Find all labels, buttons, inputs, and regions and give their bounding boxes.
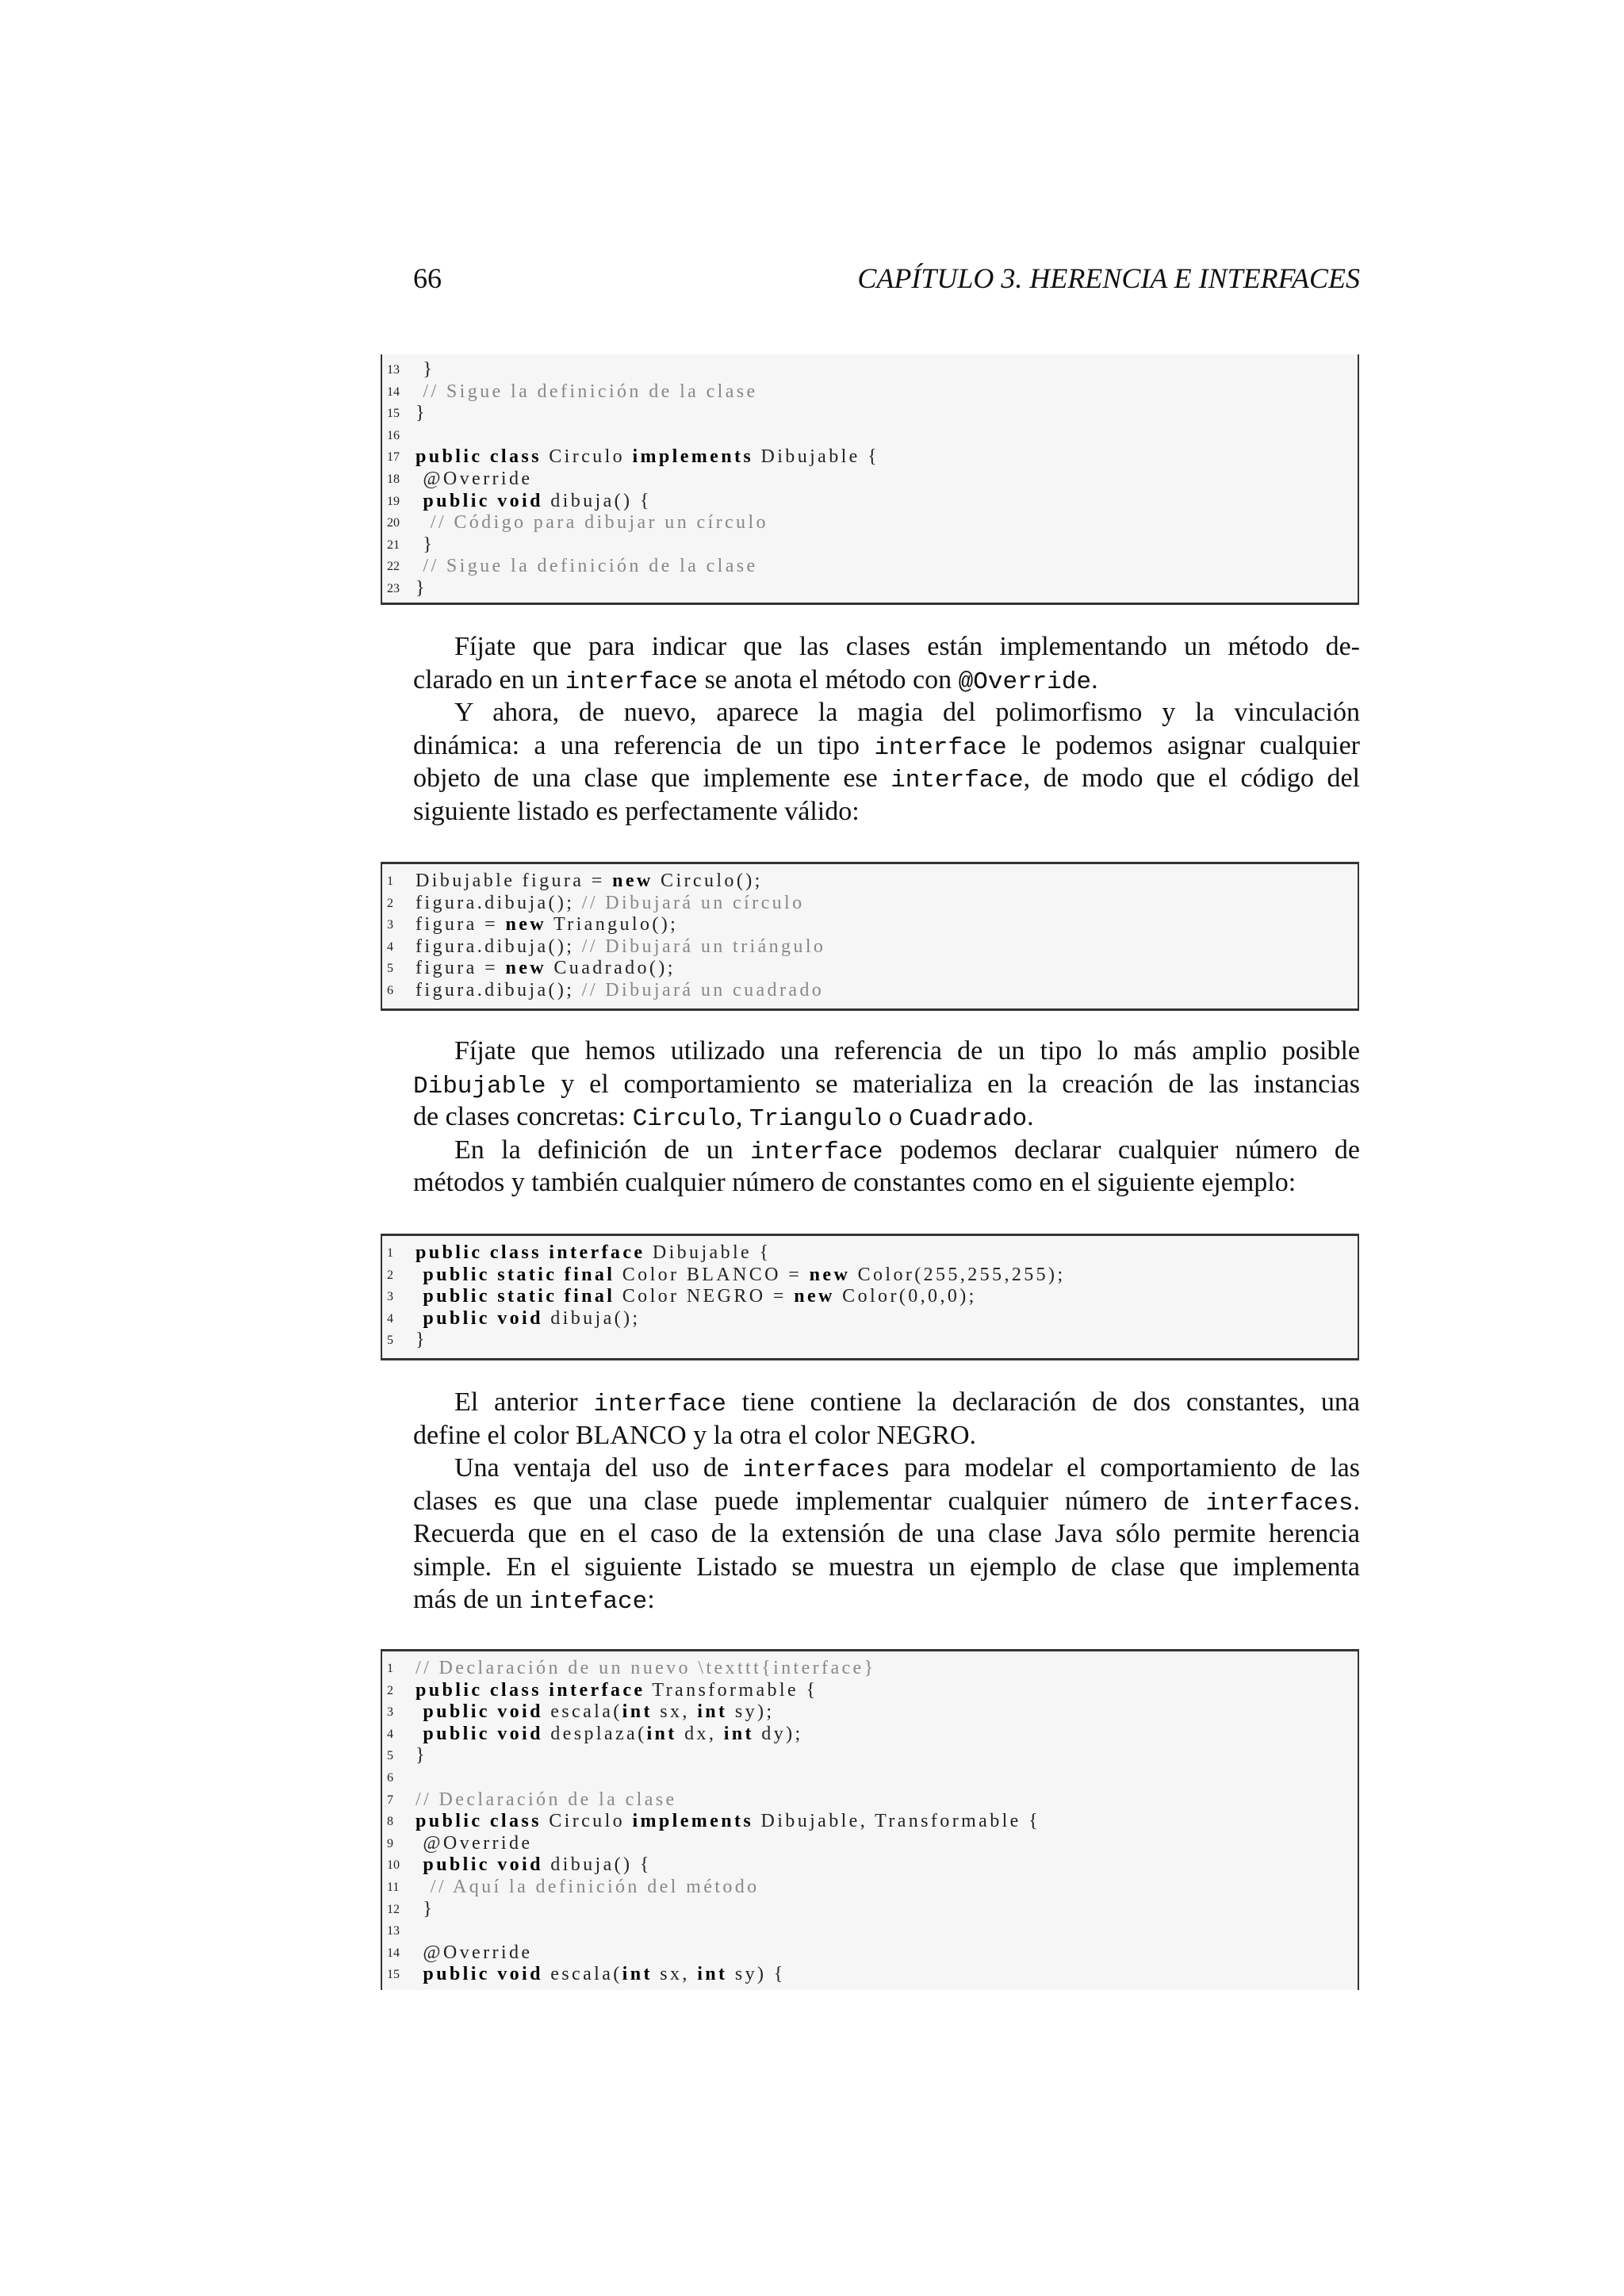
code-comment: // Dibujará un círculo [581,892,805,913]
code-token: } [416,1330,427,1351]
line-number: 18 [387,472,400,486]
code-text [416,1899,435,1921]
line-number: 23 [387,581,400,595]
line-number: 1 [387,1246,393,1260]
code-token: figura.dibuja(); [416,979,582,1001]
text-run: podemos declarar cualquier número de [883,1135,1360,1165]
code-line [382,980,1358,1002]
line-number: 2 [387,1268,393,1282]
chapter-title: CAPÍTULO 3. HERENCIA E INTERFACES [857,262,1360,294]
code-text [416,1745,427,1767]
code-token: dibuja(); [542,1307,641,1329]
line-number: 4 [387,939,393,954]
line-number: 4 [387,1311,393,1326]
inline-code: Circulo [632,1105,736,1133]
code-text [416,1658,876,1680]
paragraph-line [413,1419,1360,1452]
code-line [382,1877,1358,1899]
code-comment: // Dibujará un triángulo [581,936,826,957]
paragraph-line [413,1551,1360,1584]
code-text [416,1680,818,1702]
code-token: Color NEGRO = [615,1286,795,1307]
text-run: dinámica: a una referencia de un tipo [413,730,875,760]
code-comment: // Código para dibujar un círculo [416,512,768,534]
line-number: 9 [387,1836,393,1850]
paragraph-line [413,795,1360,828]
code-line [382,1899,1358,1921]
line-number: 3 [387,1705,393,1720]
code-keyword: implements [632,1811,754,1832]
text-run: Una ventaja del uso de [454,1453,743,1483]
inline-code: interface [874,733,1007,762]
code-token: Color(255,255,255); [850,1264,1066,1285]
code-text [416,1265,1066,1287]
line-number: 20 [387,516,400,530]
code-text [416,578,427,600]
line-number: 5 [387,1334,393,1348]
code-token: sy); [727,1701,775,1723]
code-text [416,914,678,936]
code-keyword: int [646,1723,677,1744]
line-number: 11 [387,1880,400,1894]
text-run: para modelar el comportamiento de las [890,1453,1361,1483]
code-comment: // Sigue la definición de la clase [416,381,758,402]
code-line [382,958,1358,980]
code-token: } [416,1898,435,1919]
line-number: 2 [387,1683,393,1697]
code-line [382,359,1358,381]
text-run: define el color BLANCO y la otra el color NEGRO. [413,1420,977,1450]
code-token: Circulo [541,446,633,468]
paragraph [413,1134,1360,1200]
text-run: de clases concretas: [413,1102,633,1131]
code-token: sx, [652,1964,698,1985]
inline-code: interface [565,668,699,696]
code-keyword: new [505,958,546,979]
code-line [382,556,1358,578]
code-token: } [416,403,427,424]
code-token: escala( [542,1964,622,1985]
code-token: Color BLANCO = [615,1264,810,1285]
code-token: Circulo [541,1811,633,1832]
line-number: 4 [387,1727,393,1741]
code-line [382,1330,1358,1352]
line-number: 5 [387,1749,393,1763]
line-number: 10 [387,1858,400,1873]
code-line [382,1658,1358,1680]
paragraph-line [413,1517,1360,1551]
text-run: o [882,1102,910,1131]
code-token: escala( [542,1701,622,1723]
code-text [416,1242,771,1265]
code-text [416,512,768,534]
code-text [416,1701,774,1724]
line-number: 19 [387,494,400,508]
code-token: @Override [416,1832,533,1854]
code-text [416,871,763,893]
code-line [382,1920,1358,1942]
code-text [416,469,532,491]
code-line [382,1789,1358,1812]
code-token: figura = [416,958,506,979]
text-run: se anota el método con [698,664,959,695]
code-text [416,556,758,578]
code-text [416,936,825,959]
paragraph-line [413,696,1360,729]
code-keyword: int [723,1723,754,1744]
text-run: Recuerda que en el caso de la extensión de una clase Java sólo permite herencia [413,1519,1360,1548]
code-text [416,534,435,557]
code-token: Dibujable, Transformable { [753,1811,1041,1832]
line-number: 22 [387,560,400,574]
code-keyword: public void [416,490,543,511]
code-keyword: public class [416,446,542,468]
code-line [382,512,1358,534]
code-line [382,1701,1358,1724]
code-line [382,1308,1358,1330]
code-listing-polymorphism [381,862,1359,1011]
line-number: 3 [387,1290,393,1304]
code-text [416,1854,652,1877]
code-line [382,1286,1358,1308]
code-keyword: public static final [416,1286,615,1307]
code-token: sx, [652,1701,698,1723]
paragraph-line [413,1583,1360,1617]
code-keyword: public class [416,1811,542,1832]
code-token: } [416,359,435,380]
text-block [413,1035,1360,1200]
line-number: 1 [387,874,393,888]
code-token: Dibujable { [645,1242,772,1263]
code-keyword: int [622,1701,653,1723]
code-token: @Override [416,1942,533,1963]
line-number: 2 [387,896,393,910]
paragraph-line [413,762,1360,795]
text-block [413,1386,1360,1617]
code-token: } [416,577,427,599]
code-text [416,1286,977,1308]
code-keyword: int [622,1964,653,1985]
code-text [416,1330,427,1352]
code-token: sy) { [727,1964,786,1985]
code-line [382,1242,1358,1265]
code-text [416,446,879,469]
code-line [382,1767,1358,1789]
inline-code: interface [891,767,1024,794]
inline-code: interfaces [742,1456,891,1484]
line-number: 15 [387,1968,400,1982]
code-keyword: new [794,1286,835,1307]
code-comment: // Dibujará un cuadrado [581,979,825,1001]
line-number: 12 [387,1902,400,1916]
code-text [416,893,804,915]
code-token: @Override [416,468,533,489]
inline-code: Cuadrado [909,1105,1028,1133]
code-token: Triangulo(); [546,914,679,936]
inline-code: Triangulo [749,1105,883,1133]
line-number: 21 [387,538,400,552]
code-line [382,469,1358,491]
code-text [416,1308,641,1330]
code-text [416,1833,532,1855]
code-text [416,381,758,404]
paragraph-line [413,1166,1360,1200]
code-token: Dibujable { [753,446,880,468]
code-token: } [416,1745,427,1766]
text-run: , de modo que el código del [1023,763,1360,793]
code-keyword: public void [416,1964,543,1985]
paragraph [413,1035,1360,1134]
line-number: 14 [387,1946,400,1960]
code-token: dx, [676,1723,724,1744]
line-number: 13 [387,363,400,377]
text-run: simple. En el siguiente Listado se muestra un ejemplo de clase que implementa [413,1552,1360,1582]
line-number: 6 [387,1770,393,1785]
inline-code: Dibujable [413,1072,546,1100]
code-token: figura.dibuja(); [416,892,582,913]
code-line [382,1964,1358,1986]
paragraph-line [413,1452,1360,1485]
text-run: , [735,1102,749,1131]
paragraph [413,1452,1360,1617]
text-run: y el comportamiento se materializa en la creación de las instancias [546,1069,1360,1099]
code-token: dibuja() { [542,1854,652,1876]
code-line [382,403,1358,425]
paragraph-line [413,1134,1360,1167]
code-token: dibuja() { [542,490,652,511]
code-text [416,1964,786,1986]
code-line [382,578,1358,600]
code-line [382,425,1358,447]
line-number: 14 [387,385,400,399]
text-run: En la definición de un [454,1135,751,1165]
text-run: Fíjate que hemos utilizado una referencia de un tipo lo más amplio posible [454,1036,1360,1066]
code-token: Cuadrado(); [546,958,676,979]
line-number: 15 [387,407,400,421]
line-number: 8 [387,1815,393,1829]
code-listing-interface-constants [381,1234,1359,1360]
text-run: : [647,1585,655,1614]
paragraph [413,1386,1360,1452]
code-token: Color(0,0,0); [834,1286,977,1307]
inline-code: @Override [958,668,1092,696]
code-text [416,1811,1040,1833]
text-run: tiene contiene la declaración de dos constantes, una [726,1387,1360,1417]
text-run: más de un [413,1585,530,1614]
code-text [416,1724,803,1746]
code-listing-transformable [381,1649,1359,1990]
line-number: 13 [387,1924,400,1938]
code-token: figura = [416,914,506,936]
text-run: Y ahora, de nuevo, aparece la magia del polimorfismo y la vinculación [454,698,1360,727]
code-line [382,1745,1358,1767]
code-keyword: public void [416,1723,543,1744]
code-comment: // Aquí la definición del método [416,1876,760,1897]
code-token: figura.dibuja(); [416,936,582,957]
code-text [416,1789,677,1812]
code-keyword: public class interface [416,1679,645,1701]
line-number: 5 [387,962,393,976]
text-run: métodos y también cualquier número de constantes como en el siguiente ejemplo: [413,1168,1297,1197]
code-keyword: new [809,1264,851,1285]
code-line [382,1724,1358,1746]
inline-code: inteface [529,1588,648,1616]
text-run: clarado en un [413,664,565,695]
code-keyword: int [697,1701,728,1723]
code-listing-circulo-end [381,354,1359,605]
paragraph-line [413,630,1360,664]
code-comment: // Sigue la definición de la clase [416,556,758,577]
code-line [382,1265,1358,1287]
paragraph-line [413,729,1360,763]
page-number: 66 [413,262,442,294]
code-line [382,491,1358,513]
code-token: Transformable { [645,1679,818,1701]
code-token: dy); [753,1723,803,1744]
line-number: 17 [387,450,400,465]
code-comment: // Declaración de la clase [416,1789,677,1810]
code-line [382,871,1358,893]
text-run: objeto de una clase que implemente ese [413,763,891,793]
paragraph [413,630,1360,696]
code-keyword: public static final [416,1264,615,1285]
paragraph-line [413,1068,1360,1101]
code-keyword: int [697,1964,728,1985]
code-text [416,359,435,381]
paragraph-line [413,1485,1360,1518]
code-text [416,491,652,513]
code-keyword: new [505,914,546,936]
code-keyword: new [612,871,653,891]
code-line [382,893,1358,915]
code-text [416,958,676,980]
code-line [382,914,1358,936]
text-run: . [1091,664,1098,695]
code-token: Circulo(); [653,871,763,891]
code-line [382,446,1358,469]
code-text [416,403,427,425]
text-block [413,630,1360,828]
code-line [382,1680,1358,1702]
code-line [382,936,1358,959]
code-token: desplaza( [542,1723,647,1744]
paragraph-line [413,1035,1360,1068]
code-token: Dibujable figura = [416,871,613,891]
code-line [382,1833,1358,1855]
code-text [416,1877,760,1899]
text-run: El anterior [454,1387,594,1417]
line-number: 6 [387,983,393,997]
code-keyword: implements [632,446,754,468]
text-run: siguiente listado es perfectamente válido: [413,796,860,826]
code-line [382,1854,1358,1877]
paragraph-line [413,664,1360,697]
inline-code: interfaces [1205,1489,1354,1517]
inline-code: interface [750,1138,883,1166]
text-run: le podemos asignar cualquier [1006,730,1360,760]
paragraph [413,696,1360,828]
code-keyword: public void [416,1307,543,1329]
text-run: . [1353,1486,1360,1516]
inline-code: interface [593,1391,726,1418]
code-keyword: public class interface [416,1242,645,1263]
code-keyword: public void [416,1701,543,1723]
line-number: 16 [387,428,400,442]
code-text [416,980,824,1002]
code-token: } [416,534,435,555]
paragraph-line [413,1100,1360,1134]
code-line [382,1942,1358,1965]
code-line [382,1811,1358,1833]
text-run: clases es que una clase puede implementar cualquier número de [413,1486,1206,1516]
paragraph-line [413,1386,1360,1419]
code-line [382,534,1358,557]
code-text [416,1942,532,1965]
code-line [382,381,1358,404]
text-run: Fíjate que para indicar que las clases están implementando un método de- [454,632,1360,661]
code-comment: // Declaración de un nuevo \texttt{interface} [416,1658,876,1678]
line-number: 3 [387,918,393,932]
code-keyword: public void [416,1854,543,1876]
text-run: . [1027,1102,1034,1131]
line-number: 7 [387,1793,393,1807]
line-number: 1 [387,1662,393,1675]
